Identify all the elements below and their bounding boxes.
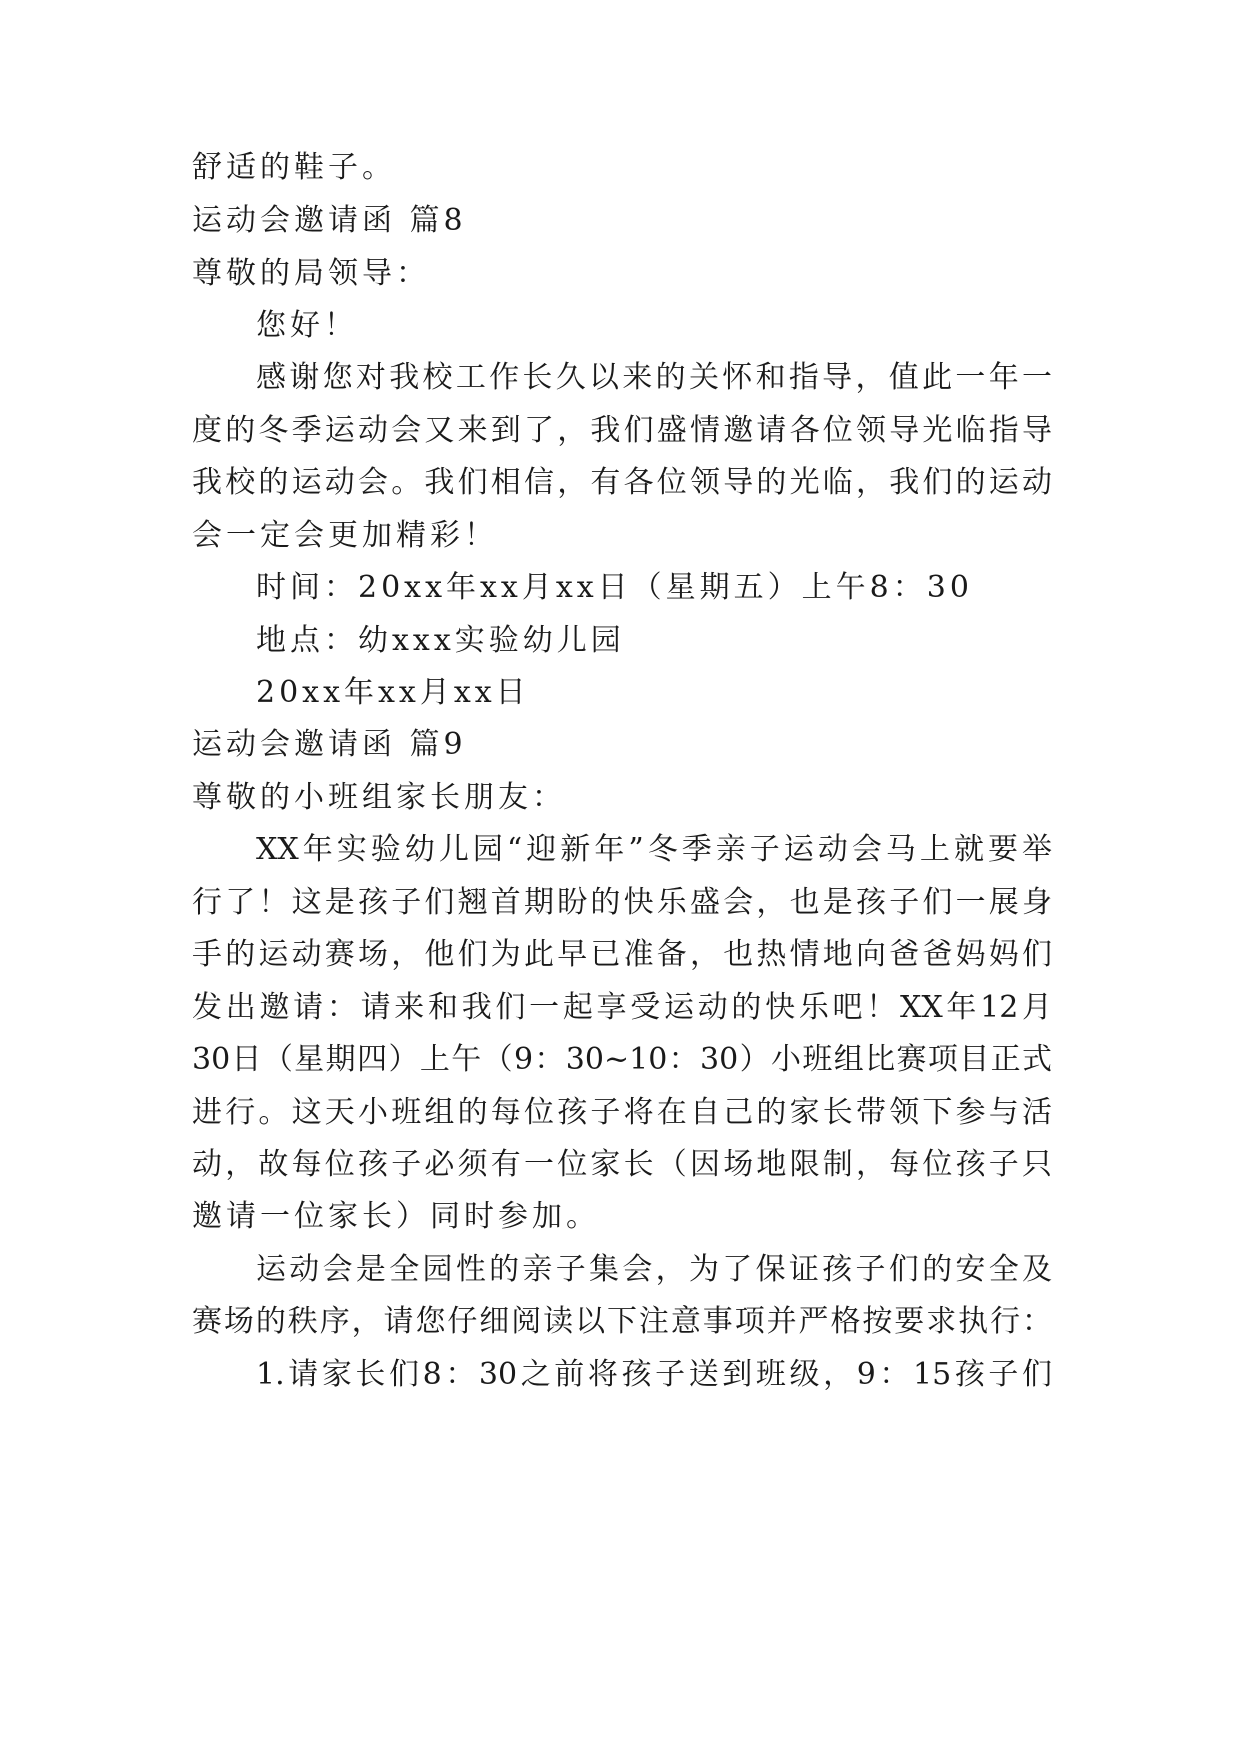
paragraph-line: 行了！这是孩子们翘首期盼的快乐盛会，也是孩子们一展身 — [192, 885, 1052, 920]
salutation: 尊敬的局领导： — [192, 256, 430, 291]
paragraph-line: 邀请一位家长）同时参加。 — [192, 1199, 600, 1234]
section-heading: 运动会邀请函 篇8 — [192, 203, 467, 238]
paragraph-line: 手的运动赛场，他们为此早已准备，也热情地向爸爸妈妈们 — [192, 937, 1052, 972]
paragraph-line: 会一定会更加精彩！ — [192, 518, 498, 553]
list-item: 1.请家长们8：30之前将孩子送到班级，9：15孩子们 — [256, 1357, 1052, 1392]
greeting: 您好！ — [256, 308, 358, 343]
paragraph-line: 我校的运动会。我们相信，有各位领导的光临，我们的运动 — [192, 465, 1052, 500]
paragraph-line: XX年实验幼儿园“迎新年”冬季亲子运动会马上就要举 — [256, 832, 1052, 867]
paragraph-line: 发出邀请：请来和我们一起享受运动的快乐吧！XX年12月 — [192, 990, 1052, 1025]
salutation: 尊敬的小班组家长朋友： — [192, 780, 566, 815]
text-line: 舒适的鞋子。 — [192, 150, 396, 185]
paragraph-line: 感谢您对我校工作长久以来的关怀和指导，值此一年一 — [256, 360, 1052, 395]
paragraph-line: 运动会是全园性的亲子集会，为了保证孩子们的安全及 — [256, 1252, 1052, 1287]
letter-date: 20xx年xx月xx日 — [256, 675, 530, 710]
paragraph-line: 动，故每位孩子必须有一位家长（因场地限制，每位孩子只 — [192, 1147, 1052, 1182]
paragraph-line: 30日（星期四）上午（9：30~10：30）小班组比赛项目正式 — [192, 1042, 1052, 1077]
event-location: 地点：幼xxx实验幼儿园 — [256, 623, 625, 658]
section-heading: 运动会邀请函 篇9 — [192, 727, 467, 762]
paragraph-line: 赛场的秩序，请您仔细阅读以下注意事项并严格按要求执行： — [192, 1304, 1052, 1339]
paragraph-line: 度的冬季运动会又来到了，我们盛情邀请各位领导光临指导 — [192, 413, 1052, 448]
event-time: 时间：20xx年xx月xx日（星期五）上午8：30 — [256, 570, 973, 605]
paragraph-line: 进行。这天小班组的每位孩子将在自己的家长带领下参与活 — [192, 1095, 1052, 1130]
